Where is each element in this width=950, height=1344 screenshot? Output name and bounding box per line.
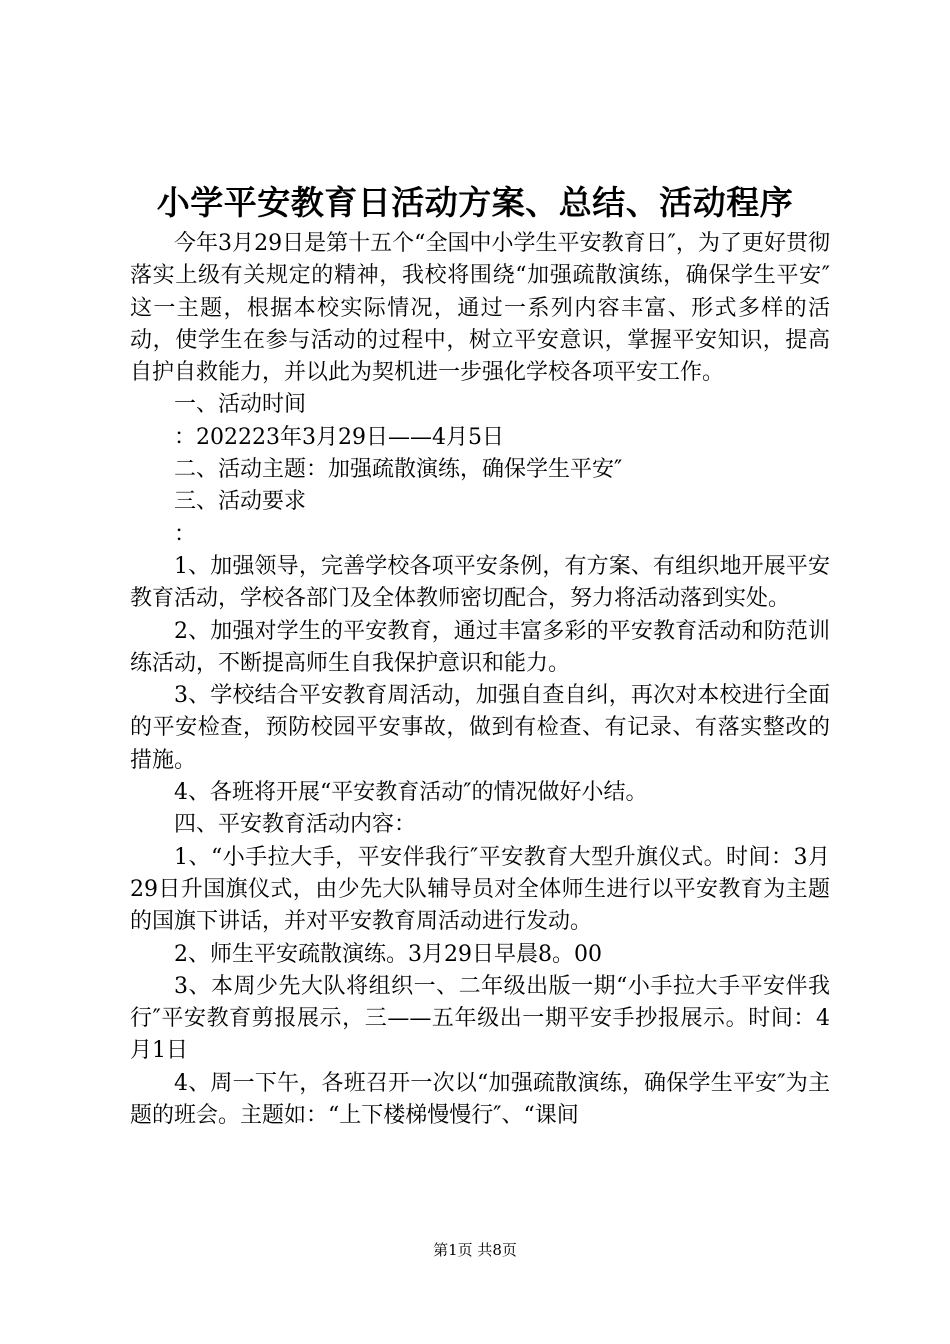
paragraph-time: ：202223年3月29日——4月5日 <box>174 424 504 450</box>
section-heading-requirements: 三、活动要求 <box>174 489 307 515</box>
page-footer: 第1页 共8页 <box>433 1241 517 1259</box>
document-body <box>130 228 830 1132</box>
section-heading-theme: 二、活动主题：加强疏散演练，确保学生平安″ <box>174 457 623 483</box>
requirement-item-1: 1、加强领导，完善学校各项平安条例，有方案、有组织地开展平安教育活动，学校各部门及全体教师密切配合，努力将活动落到实处。 <box>130 553 830 612</box>
section-heading-content: 四、平安教育活动内容： <box>174 812 417 838</box>
content-item-4: 4、周一下午，各班召开一次以“加强疏散演练，确保学生平安″为主题的班会。主题如：“上下楼梯慢慢行″、“课间 <box>130 1070 830 1129</box>
section-heading-time: 一、活动时间 <box>174 392 307 418</box>
document-title: 小学平安教育日活动方案、总结、活动程序 <box>156 183 794 222</box>
content-item-2: 2、师生平安疏散演练。3月29日早晨8。00 <box>174 941 602 967</box>
requirement-item-3: 3、学校结合平安教育周活动，加强自查自纠，再次对本校进行全面的平安检查，预防校园平安事故，做到有检查、有记录、有落实整改的措施。 <box>130 683 830 773</box>
content-item-1: 1、“小手拉大手，平安伴我行″平安教育大型升旗仪式。时间：3月29日升国旗仪式，由少先大队辅导员对全体师生进行以平安教育为主题的国旗下讲话，并对平安教育周活动进行发动。 <box>130 844 830 935</box>
requirement-item-4: 4、各班将开展“平安教育活动″的情况做好小结。 <box>174 780 648 806</box>
paragraph-intro: 今年3月29日是第十五个“全国中小学生平安教育日″，为了更好贯彻落实上级有关规定的精神，我校将围绕“加强疏散演练，确保学生平安″这一主题，根据本校实际情况，通过一系列内容丰富、形式多样的活动，使学生在参与活动的过程中，树立平安意识，掌握平安知识，提高自护自救能力，并以此为契机进一步强化学校各项平安工作。 <box>130 231 830 386</box>
requirement-item-2: 2、加强对学生的平安教育，通过丰富多彩的平安教育活动和防范训练活动，不断提高师生自我保护意识和能力。 <box>130 618 830 676</box>
paragraph-colon: ： <box>174 521 197 547</box>
content-item-3: 3、本周少先大队将组织一、二年级出版一期“小手拉大手平安伴我行″平安教育剪报展示，三——五年级出一期平安手抄报展示。时间：4月1日 <box>130 973 830 1064</box>
